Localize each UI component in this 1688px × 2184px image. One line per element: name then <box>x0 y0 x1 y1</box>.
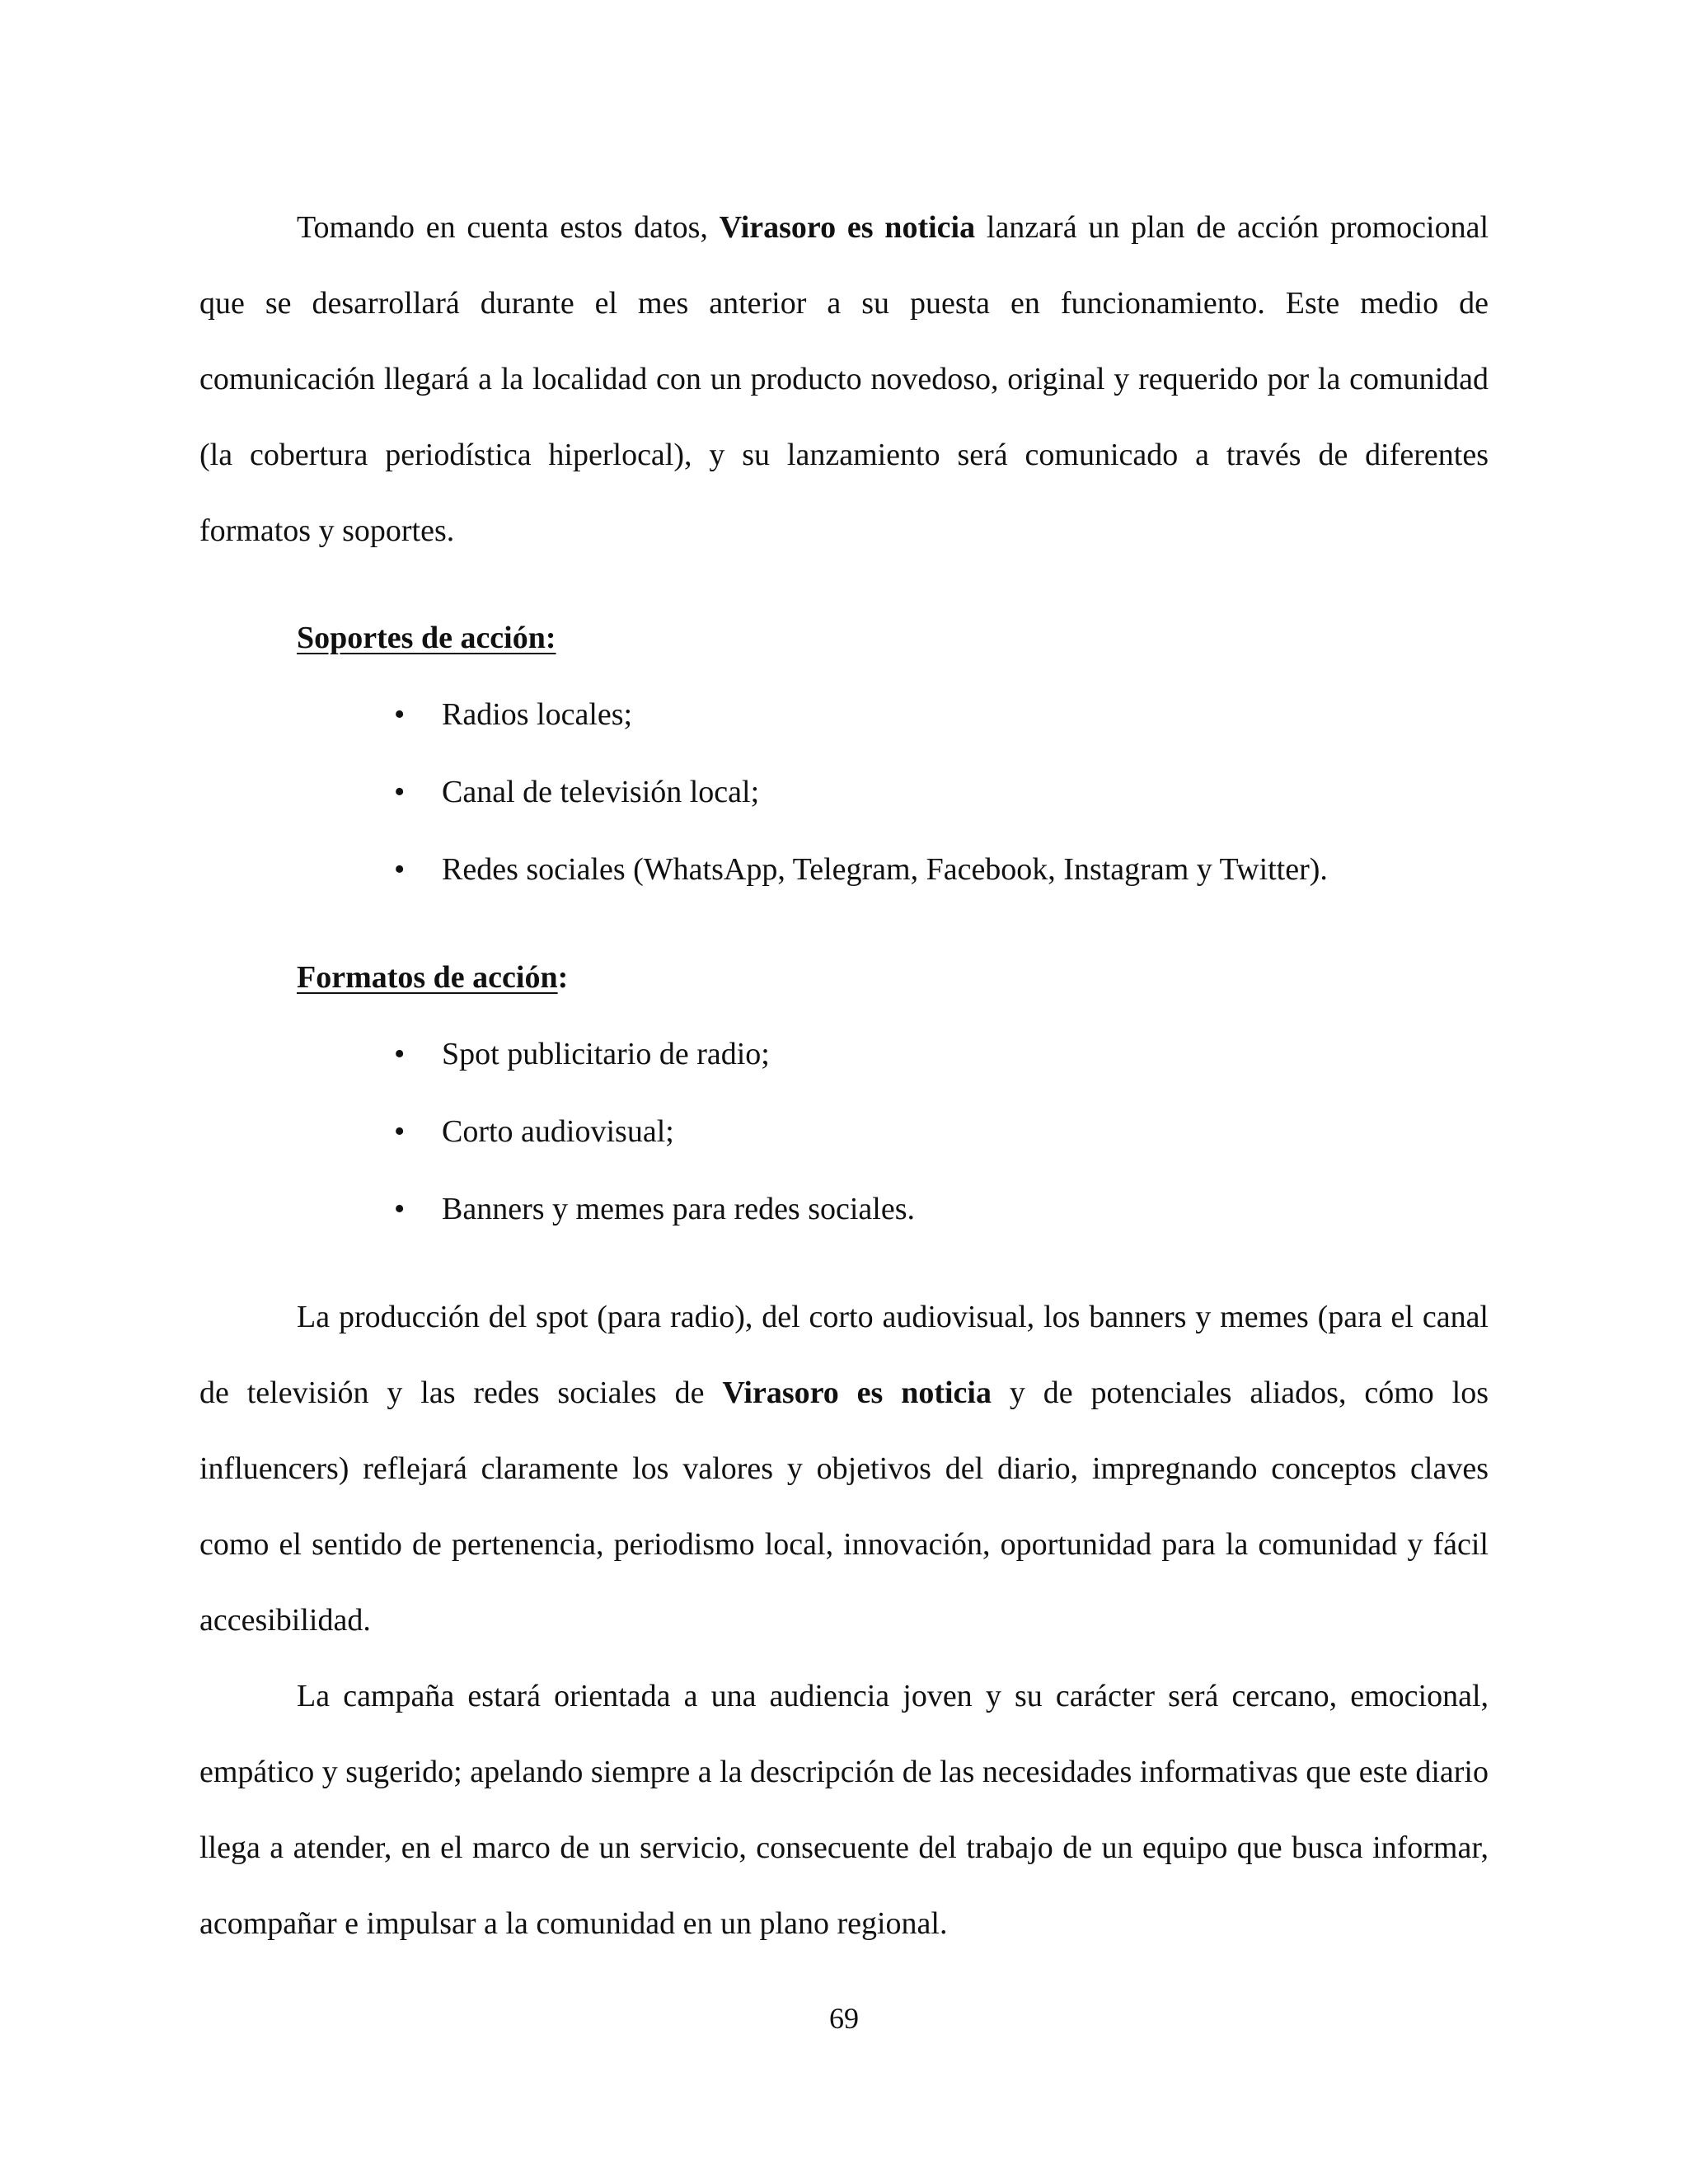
formatos-heading-colon: : <box>557 960 569 995</box>
paragraph-intro <box>199 190 1489 569</box>
list-item <box>394 1015 1489 1093</box>
paragraph-campaign <box>199 1658 1489 1961</box>
list-item <box>394 753 1489 831</box>
formatos-heading <box>297 940 1489 1015</box>
bullet-icon: • <box>394 852 406 887</box>
bullet-icon: • <box>394 1192 406 1226</box>
bullet-icon: • <box>394 1037 406 1071</box>
soportes-list <box>394 676 1489 908</box>
paragraph-production-start: La producción del spot (para radio), del corto audiovisual, los banners y memes (para el canal de televisión y las redes sociales de <box>199 1300 1489 1410</box>
list-item <box>394 1170 1489 1248</box>
list-item-text: Redes sociales (WhatsApp, Telegram, Facebook, Instagram y Twitter). <box>442 852 1328 887</box>
list-item-text: Spot publicitario de radio; <box>442 1037 770 1071</box>
soportes-heading <box>297 600 1489 676</box>
page-body <box>199 190 1489 1961</box>
list-item <box>394 676 1489 753</box>
list-item-text: Corto audiovisual; <box>442 1114 674 1149</box>
list-item <box>394 1093 1489 1170</box>
soportes-heading-text: Soportes de acción: <box>297 621 556 655</box>
paragraph-production-rest: y de potenciales aliados, cómo los influencers) reflejará claramente los valores y objetivos del diario, impregnando conceptos claves como el sentido de pertenencia, periodismo local, innovación, oportunidad para la comunidad y fácil accesibilidad. <box>199 1376 1489 1638</box>
formatos-heading-text: Formatos de acción <box>297 960 558 995</box>
bullet-icon: • <box>394 775 406 809</box>
paragraph-campaign-text: La campaña estará orientada a una audiencia joven y su carácter será cercano, emocional, empático y sugerido; apelando siempre a la descripción de las necesidades informativas que este diario llega a atender, en el marco de un servicio, consecuente del trabajo de un equipo que busca informar, acompañar e impulsar a la comunidad en un plano regional. <box>199 1679 1489 1941</box>
brand-name-bold: Virasoro es noticia <box>719 210 976 245</box>
formatos-list <box>394 1015 1489 1248</box>
brand-name-bold: Virasoro es noticia <box>722 1376 992 1410</box>
list-item-text: Radios locales; <box>442 697 633 732</box>
bullet-icon: • <box>394 1114 406 1149</box>
bullet-icon: • <box>394 697 406 732</box>
paragraph-intro-start: Tomando en cuenta estos datos, <box>297 210 720 245</box>
list-item-text: Banners y memes para redes sociales. <box>442 1192 916 1226</box>
list-item-text: Canal de televisión local; <box>442 775 760 809</box>
paragraph-production <box>199 1279 1489 1658</box>
paragraph-intro-rest: lanzará un plan de acción promocional que se desarrollará durante el mes anterior a su puesta en funcionamiento. Este medio de comunicación llegará a la localidad con un producto novedoso, original y requerido por la comunidad (la cobertura periodística hiperlocal), y su lanzamiento será comunicado a través de diferentes formatos y soportes. <box>199 210 1489 548</box>
page-number: 69 <box>829 2002 859 2035</box>
list-item <box>394 831 1489 908</box>
